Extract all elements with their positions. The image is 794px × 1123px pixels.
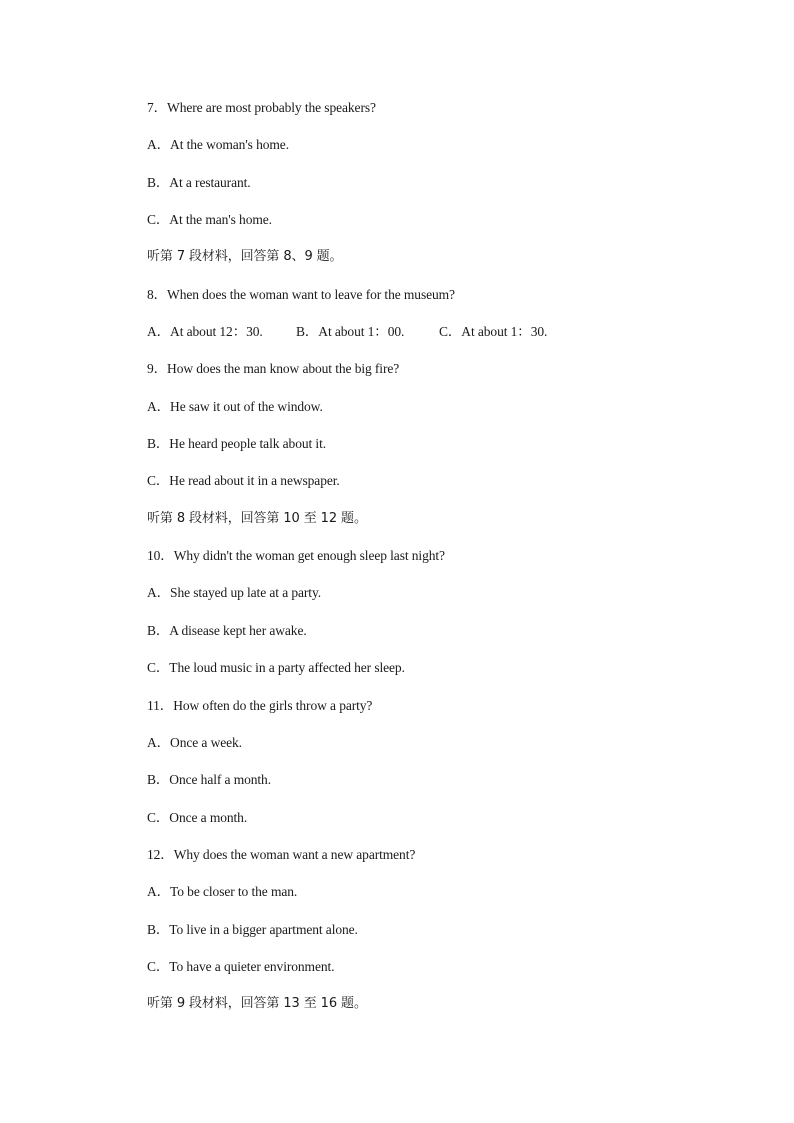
answer-option: B．Once half a month.: [147, 772, 271, 788]
answer-option: C．He read about it in a newspaper.: [147, 473, 340, 489]
question-text: 12．Why does the woman want a new apartment?: [147, 846, 416, 862]
answer-option: A．Once a week.: [147, 734, 242, 750]
section-instruction: 听第 7 段材料，回答第 8、9 题。: [147, 249, 343, 265]
answer-option: A．At the woman's home.: [147, 137, 289, 153]
answer-option: A．To be closer to the man.: [147, 884, 298, 900]
answer-option: C．The loud music in a party affected her sleep.: [147, 660, 405, 676]
section-instruction: 听第 9 段材料，回答第 13 至 16 题。: [147, 996, 367, 1012]
answer-option: C．Once a month.: [147, 809, 248, 825]
answer-option: B．To live in a bigger apartment alone.: [147, 921, 358, 937]
document-body: [147, 96, 747, 1030]
question-text: 10．Why didn't the woman get enough sleep last night?: [147, 548, 445, 564]
answer-option: B．At a restaurant.: [147, 174, 251, 190]
answer-option: B．A disease kept her awake.: [147, 622, 307, 638]
inline-option-row: [147, 320, 747, 357]
section-instruction: 听第 8 段材料，回答第 10 至 12 题。: [147, 510, 367, 526]
answer-option: A．At about 12：30.: [147, 324, 263, 340]
question-text: 7．Where are most probably the speakers?: [147, 100, 376, 115]
answer-option: A．He saw it out of the window.: [147, 398, 323, 414]
answer-option: C．To have a quieter environment.: [147, 958, 335, 974]
answer-option: B．He heard people talk about it.: [147, 436, 326, 452]
answer-option: A．She stayed up late at a party.: [147, 585, 321, 601]
question-text: 11．How often do the girls throw a party?: [147, 697, 373, 713]
answer-option: C．At the man's home.: [147, 212, 272, 228]
question-text: 8．When does the woman want to leave for the museum?: [147, 286, 455, 302]
question-text: 9．How does the man know about the big fire?: [147, 361, 400, 377]
answer-option: C．At about 1：30.: [439, 324, 548, 340]
answer-option: B．At about 1：00.: [296, 324, 405, 340]
